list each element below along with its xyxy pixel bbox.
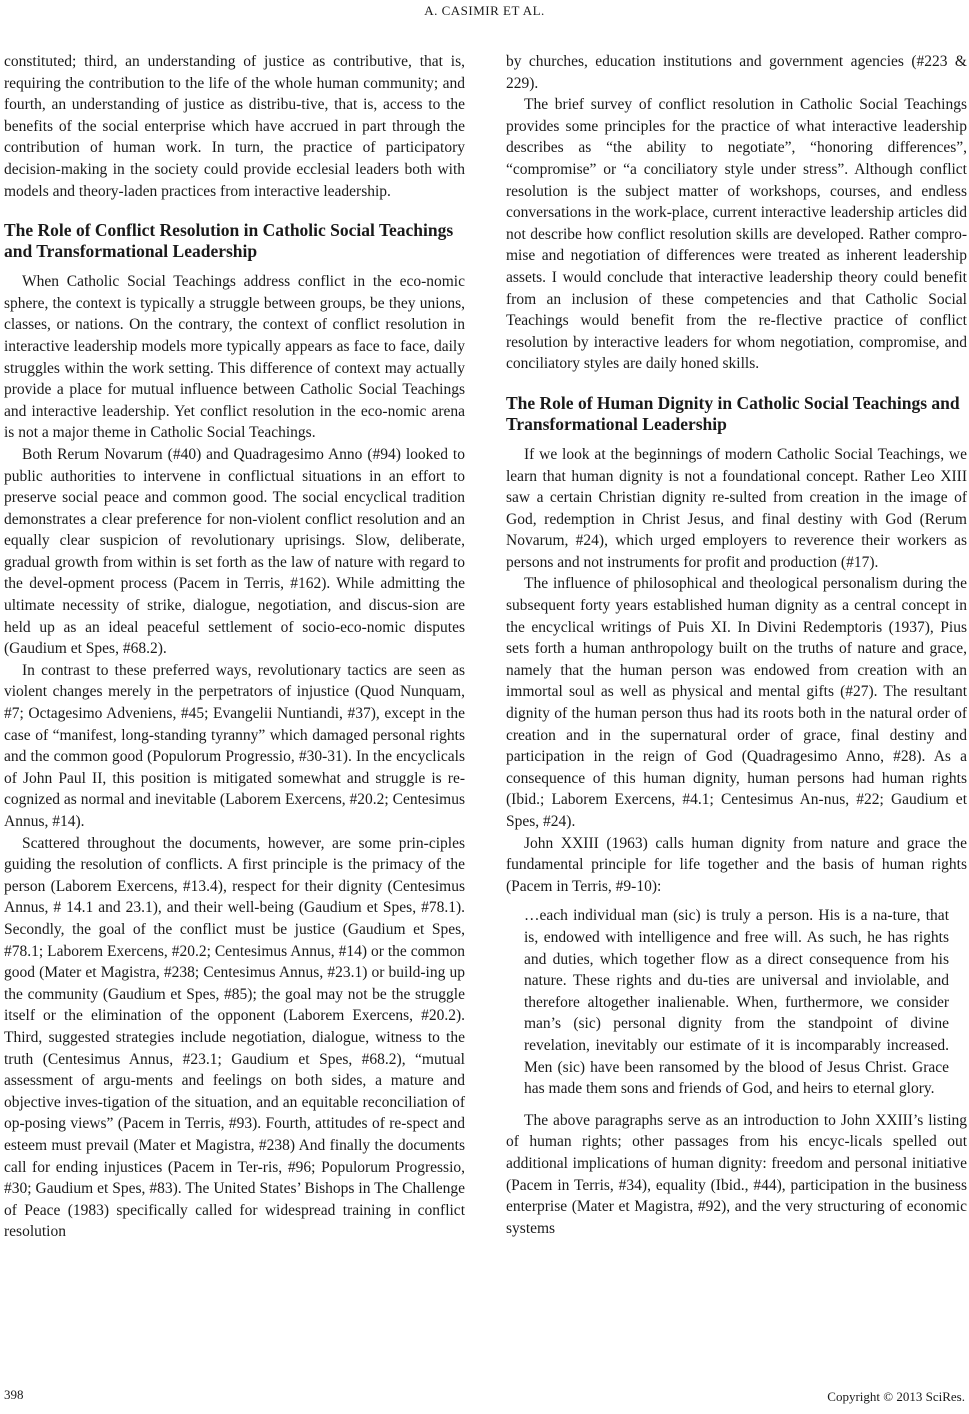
right-column: [506, 51, 967, 1239]
paragraph: If we look at the beginnings of modern Catholic Social Teachings, we learn that human dignity is not a foundational concept. Rather Leo XIII saw a certain Christian dignity re-sulted from creation in the image of God, redemption in Christ Jesus, and final destiny with God (Rerum Novarum, #24), which urged employers to reverence their workers as persons and not instruments for profit and production (#17).: [506, 445, 967, 571]
page-number: 398: [4, 1387, 24, 1402]
block-quote: …each individual man (sic) is truly a person. His is a na-ture, that is, endowed with intelligence and free will. As such, he has rights and duties, which together flow as a direct consequence from his nature. These rights and du-ties are universal and inviolable, and therefore altogether inalienable. When, furthermore, we consider man’s (sic) personal dignity from the standpoint of divine revelation, inevitably our estimate of it is incomparably increased. Men (sic) have been ransomed by the blood of Jesus Christ. Grace has made them sons and friends of God, and heirs to eternal glory.: [524, 907, 949, 1098]
paragraph: The above paragraphs serve as an introduction to John XXIII’s listing of human rights; other passages from his encyc-licals spelled out additional implications of human dignity: freedom and personal initiative (Pacem in Terris, #34), equality (Ibid., #44), participation in the business enterprise (Mater et Magistra, #92), and the very structuring of economic systems: [506, 1111, 967, 1237]
copyright-notice: Copyright © 2013 SciRes.: [827, 1389, 965, 1404]
section-heading: The Role of Conflict Resolution in Catholic Social Teachings and Transformational Leadership: [4, 220, 454, 262]
running-header: A. CASIMIR ET AL.: [424, 3, 545, 18]
paragraph: When Catholic Social Teachings address conflict in the eco-nomic sphere, the context is typically a struggle between groups, be they unions, classes, or nations. On the contrary, the context of conflict resolution in interactive leadership models more typically appears as face to face, daily struggles within the work setting. This difference of context may actually provide a place for mutual influence between Catholic Social Teachings and interactive leadership. Yet conflict resolution in the eco-nomic arena is not a major theme in Catholic Social Teachings.: [4, 273, 465, 442]
paragraph: constituted; third, an understanding of justice as contributive, that is, requiring the contribution to the life of the whole human community; and fourth, an understanding of justice as distribu-tive, that is, access to the benefits of the social enterprise which have accrued in part through the contribution of human work. In turn, the practice of participatory decision-making in the society could provide ecclesial leaders both with models and theory-laden practices from interactive leadership.: [4, 53, 465, 200]
paragraph: In contrast to these preferred ways, revolutionary tactics are seen as violent changes merely in the perpetrators of injustice (Quod Nunquam, #7; Octagesimo Adveniens, #45; Evangelii Nuntiandi, #37), except in the case of “manifest, long-standing tyranny” which damaged personal rights and the common good (Populorum Progressio, #30-31). In the encyclicals of John Paul II, this position is mitigated somewhat and struggle is re-cognized as normal and inevitable (Laborem Exercens, #20.2; Centesimus Annus, #14).: [4, 661, 465, 830]
section-heading: The Role of Human Dignity in Catholic Social Teachings and Transformational Leadership: [506, 392, 960, 434]
paragraph: The influence of philosophical and theological personalism during the subsequent forty years established human dignity as a central concept in the encyclical writings of Puis XI. In Divini Redemptoris (1937), Pius sets forth a human anthropology built on the truths of nature and grace, namely that the human person was endowed from creation with an immortal soul as well as physical and mental gifts (#27). The resultant dignity of the human person thus had its roots both in the natural order of creation and in the supernatural order of grace, final destiny and participation in the reign of God (Quadragesimo Anno, #28). As a consequence of this human dignity, human persons had human rights (Ibid.; Laborem Exercens, #4.1; Centesimus An-nus, #22; Gaudium et Spes, #24).: [506, 575, 967, 830]
paragraph: John XXIII (1963) calls human dignity from nature and grace the fundamental principle for life together and the basis of human rights (Pacem in Terris, #9-10):: [506, 834, 967, 895]
paragraph: by churches, education institutions and government agencies (#223 & 229).: [506, 53, 967, 92]
paragraph: Both Rerum Novarum (#40) and Quadragesimo Anno (#94) looked to public authorities to intervene in conflictual situations in an effort to preserve social peace and common good. The social encyclical tradition demonstrates a clear preference for non-violent conflict resolution and an equally clear suspicion of revolutionary uprisings. Slow, deliberate, gradual growth from within is set forth as the law of nature with regard to the devel-opment process (Pacem in Terris, #162). While admitting the ultimate necessity of strike, dialogue, negotiation, and discus-sion are held up as an ideal peaceful settlement of socio-eco-nomic disputes (Gaudium et Spes, #68.2).: [4, 445, 465, 658]
left-column: [4, 51, 465, 1243]
paragraph: Scattered throughout the documents, however, are some prin-ciples guiding the resolution of conflicts. A first principle is the primacy of the person (Laborem Exercens, #13.4), respect for their dignity (Centesimus Annus, # 14.1 and 23.1), and their well-being (Gaudium et Spes, #78.1). Secondly, the goal of the conflict must be justice (Gaudium et Spes, #78.1; Laborem Exercens, #20.2; Centesimus Annus, #14) or the common good (Mater et Magistra, #238; Centesimus Annus, #23.1) or build-ing up the community (Gaudium et Spes, #85); the goal may not be the struggle itself or the elimination of the opponent (Laborem Exercens, #20.2). Third, suggested strategies include negotiation, dialogue, witness to the truth (Centesimus Annus, #23.1; Gaudium et Spes, #68.2), “mutual assessment of argu-ments and feelings on both sides, a mature and objective inves-tigation of the situation, and an equitable reconciliation of op-posing views” (Pacem in Terris, #93). Fourth, attitudes of re-spect and esteem must prevail (Mater et Magistra, #238) And finally the documents call for ending injustices (Pacem in Ter-ris, #96; Populorum Progressio, #30; Gaudium et Spes, #83). The United States’ Bishops in The Challenge of Peace (1983) specifically called for widespread training in conflict resolution: [4, 834, 465, 1241]
paragraph: The brief survey of conflict resolution in Catholic Social Teachings provides some principles for the practice of what interactive leadership describes as “the ability to negotiate”, “honoring differences”, “compromise” or “a conciliatory style under stress”. Although conflict resolution is the subject matter of workshops, courses, and endless conversations in the work-place, current interactive leadership articles did not describe how conflict resolution skills are developed. Rather compro-mise and negotiation of differences were treated as inherent leadership assets. I would conclude that interactive leadership theory could benefit from an inclusion of these competencies and that Catholic Social Teachings would benefit from the re-flective practice of conflict resolution by interactive leaders for whom negotiation, compromise, and conciliatory styles are daily honed skills.: [506, 96, 967, 373]
